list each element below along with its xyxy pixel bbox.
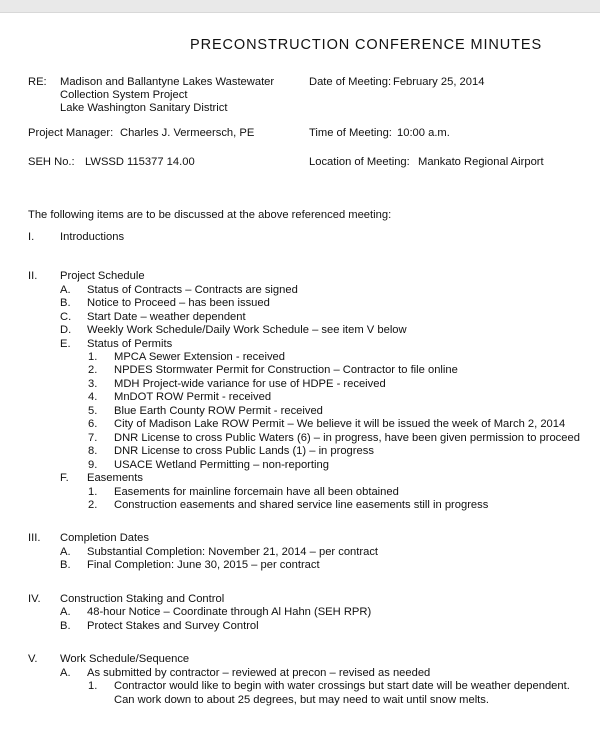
item-letter: F. xyxy=(60,472,69,484)
item-letter: D. xyxy=(60,324,72,336)
sub-text: City of Madison Lake ROW Permit – We believe it will be issued the week of March 2, 2014 xyxy=(114,418,566,430)
project-manager-label: Project Manager: xyxy=(28,127,114,139)
location-value: Mankato Regional Airport xyxy=(418,156,544,168)
location-label: Location of Meeting: xyxy=(309,156,410,168)
item-text: Substantial Completion: November 21, 2014 – per contract xyxy=(87,546,379,558)
item-letter: C. xyxy=(60,311,72,323)
date-label: Date of Meeting: xyxy=(309,76,392,88)
document-title: PRECONSTRUCTION CONFERENCE MINUTES xyxy=(190,37,543,53)
item-text: Weekly Work Schedule/Daily Work Schedule – see item V below xyxy=(87,324,407,336)
section-title: Work Schedule/Sequence xyxy=(60,653,190,665)
sub-number: 2. xyxy=(88,364,98,376)
seh-value: LWSSD 115377 14.00 xyxy=(85,156,195,168)
section-number: IV. xyxy=(28,593,41,605)
project-manager-value: Charles J. Vermeersch, PE xyxy=(120,127,255,139)
sub-number: 4. xyxy=(88,391,98,403)
time-label: Time of Meeting: xyxy=(309,127,392,139)
item-text: Notice to Proceed – has been issued xyxy=(87,297,270,309)
sub-text: USACE Wetland Permitting – non-reporting xyxy=(114,459,329,471)
item-text: Status of Contracts – Contracts are signed xyxy=(87,284,298,296)
sub-number: 1. xyxy=(88,351,98,363)
sub-text: MPCA Sewer Extension - received xyxy=(114,351,285,363)
sub-text: Contractor would like to begin with water crossings but start date will be weather dependent. xyxy=(114,680,570,692)
re-line: Lake Washington Sanitary District xyxy=(60,102,228,114)
sub-number: 6. xyxy=(88,418,98,430)
sub-text: Blue Earth County ROW Permit - received xyxy=(114,405,323,417)
time-value: 10:00 a.m. xyxy=(397,127,450,139)
item-letter: A. xyxy=(60,606,71,618)
item-letter: A. xyxy=(60,546,71,558)
item-letter: A. xyxy=(60,667,71,679)
sub-number: 5. xyxy=(88,405,98,417)
sub-text: NPDES Stormwater Permit for Construction – Contractor to file online xyxy=(114,364,458,376)
section-number: V. xyxy=(28,653,38,665)
item-letter: B. xyxy=(60,559,71,571)
page-top-strip xyxy=(0,0,600,13)
sub-number: 3. xyxy=(88,378,98,390)
item-letter: A. xyxy=(60,284,71,296)
sub-number: 1. xyxy=(88,680,98,692)
sub-number: 8. xyxy=(88,445,98,457)
section-title: Completion Dates xyxy=(60,532,149,544)
sub-number: 7. xyxy=(88,432,98,444)
item-text: Start Date – weather dependent xyxy=(87,311,246,323)
section-number: II. xyxy=(28,270,38,282)
seh-label: SEH No.: xyxy=(28,156,75,168)
re-label: RE: xyxy=(28,76,47,88)
item-text: Status of Permits xyxy=(87,338,173,350)
intro-text: The following items are to be discussed at the above referenced meeting: xyxy=(28,209,392,221)
sub-text: DNR License to cross Public Waters (6) – in progress, have been given permission to proceed xyxy=(114,432,580,444)
sub-text: MDH Project-wide variance for use of HDPE - received xyxy=(114,378,386,390)
sub-text: Construction easements and shared service line easements still in progress xyxy=(114,499,489,511)
item-text: Final Completion: June 30, 2015 – per contract xyxy=(87,559,320,571)
item-letter: B. xyxy=(60,620,71,632)
sub-text: DNR License to cross Public Lands (1) – in progress xyxy=(114,445,374,457)
re-line: Madison and Ballantyne Lakes Wastewater xyxy=(60,76,275,88)
section-title: Introductions xyxy=(60,231,125,243)
section-title: Project Schedule xyxy=(60,270,145,282)
item-text: 48-hour Notice – Coordinate through Al Hahn (SEH RPR) xyxy=(87,606,372,618)
section-title: Construction Staking and Control xyxy=(60,593,225,605)
sub-text: MnDOT ROW Permit - received xyxy=(114,391,272,403)
sub-number: 9. xyxy=(88,459,98,471)
item-text: As submitted by contractor – reviewed at precon – revised as needed xyxy=(87,667,431,679)
date-value: February 25, 2014 xyxy=(393,76,485,88)
item-text: Protect Stakes and Survey Control xyxy=(87,620,259,632)
re-line: Collection System Project xyxy=(60,89,188,101)
sub-text-continued: Can work down to about 25 degrees, but may need to wait until snow melts. xyxy=(114,694,489,706)
sub-number: 2. xyxy=(88,499,98,511)
sub-text: Easements for mainline forcemain have all been obtained xyxy=(114,486,399,498)
section-number: III. xyxy=(28,532,41,544)
item-letter: B. xyxy=(60,297,71,309)
sub-number: 1. xyxy=(88,486,98,498)
item-text: Easements xyxy=(87,472,143,484)
section-number: I. xyxy=(28,231,35,243)
item-letter: E. xyxy=(60,338,71,350)
